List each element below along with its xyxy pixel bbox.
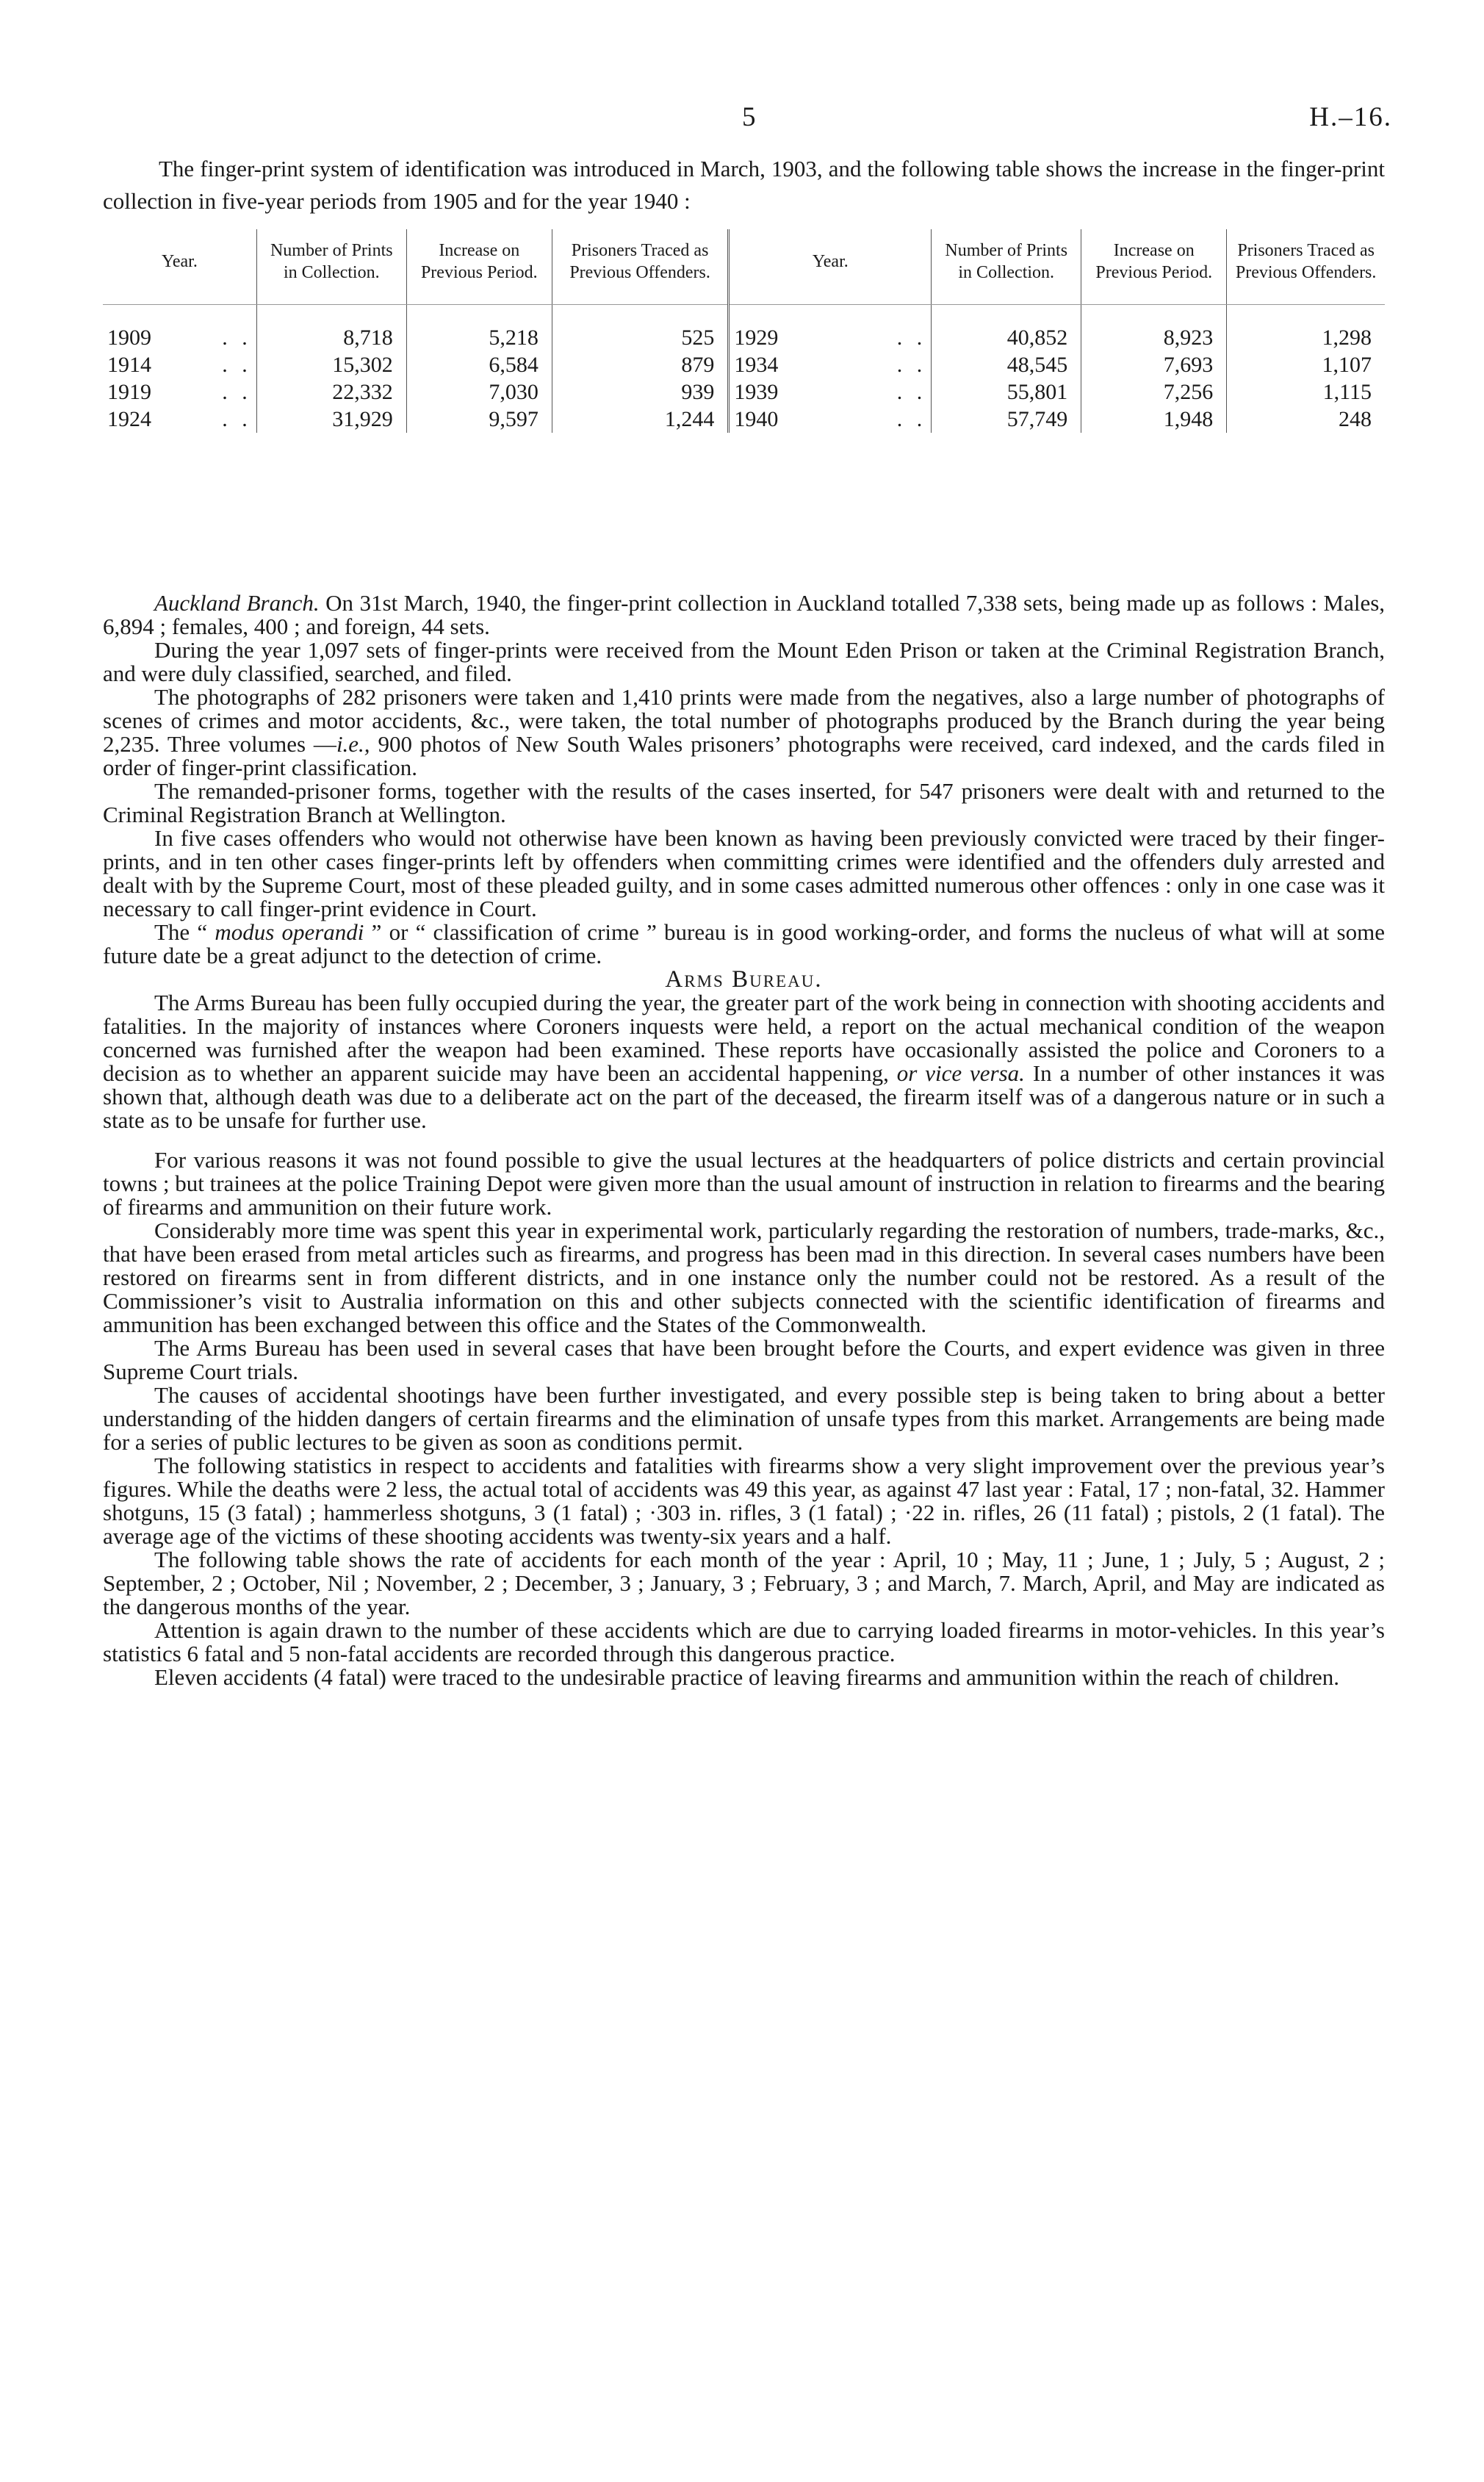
arms-paragraph-6: The following statistics in respect to accidents and fatalities with firearms show a very slight improvement over the previous year’s figures. While the deaths were 2 less, the actual total of accidents was 49 this year, as against 47 last year : Fatal, 17 ; non-fatal, 32. Hammer shotguns, 15 (3 fatal) ; hammerless shotguns, 3 (1 fatal) ; ·303 in. rifles, 3 (1 fatal) ; ·22 in. rifles, 26 (11 fatal) ; pistols, 2 (1 fatal). The average age of the victims of these shooting accidents was twenty-six years and a half.	[103, 1453, 1385, 1549]
auckland-paragraph-5: In five cases offenders who would not otherwise have been known as having been previously convicted were traced by their finger-prints, and in ten other cases finger-prints left by offenders when committing crimes were identified and the offenders duly arrested and dealt with by the Supreme Court, most of these pleaded guilty, and in some cases admitted numerous other offences : only in one case was it necessary to call finger-print evidence in Court.	[103, 825, 1385, 921]
arms-paragraph-1: The Arms Bureau has been fully occupied during the year, the greater part of the work being in connection with shooting accidents and fatalities. In the majority of instances where Coroners inquests were held, a report on the actual mechanical condition of the weapon concerned was furnished after the weapon had been examined. These reports have occasionally assisted the police and Coroners to a decision as to whether an apparent suicide may have been an accidental happening, or vice versa. In a number of other instances it was shown that, although death was due to a deliberate act on the part of the deceased, the firearm itself was of a dangerous nature or in such a state as to be unsafe for further use.	[103, 990, 1385, 1133]
arms-paragraph-5: The causes of accidental shootings have been further investigated, and every possible step is being taken to bring about a better understanding of the hidden dangers of certain firearms and the elimination of unsafe types from this market. Arrangements are being made for a series of public lectures to be given as soon as conditions permit.	[103, 1382, 1385, 1455]
section-heading-arms-bureau: Arms Bureau.	[665, 966, 823, 993]
arms-paragraph-4: The Arms Bureau has been used in several cases that have been brought before the Courts, and expert evidence was given in three Supreme Court trials.	[103, 1335, 1385, 1384]
auckland-paragraph-2: During the year 1,097 sets of finger-prints were received from the Mount Eden Prison or taken at the Criminal Registration Branch, and were duly classified, searched, and filed.	[103, 637, 1385, 686]
document-reference: H.–16.	[1309, 102, 1392, 132]
col-prints: Number of Prints in Collection.	[256, 229, 406, 305]
arms-paragraph-3: Considerably more time was spent this year in experimental work, particularly regarding the restoration of numbers, trade-marks, &c., that have been erased from metal articles such as firearms, and progress has been mad in this direction. In several cases numbers have been restored on firearms sent in from different districts, and in one instance only the number could not be restored. As a result of the Commissioner’s visit to Australia information on this and other subjects connected with the scientific identification of firearms and ammunition has been exchanged between this office and the States of the Commonwealth.	[103, 1217, 1385, 1337]
intro-paragraph: The finger-print system of identification was introduced in March, 1903, and the following table shows the increase in the finger-print collection in five-year periods from 1905 and for the year 1940 :	[103, 156, 1385, 214]
auckland-paragraph-4: The remanded-prisoner forms, together with the results of the cases inserted, for 547 prisoners were dealt with and returned to the Criminal Registration Branch at Wellington.	[103, 778, 1385, 827]
col-traced: Prisoners Traced as Previous Offenders.	[552, 229, 729, 305]
table-row: 1919 . . 22,332 7,030 939 1939 . . 55,801 7,256 1,115	[103, 378, 1385, 406]
arms-paragraph-7: The following table shows the rate of accidents for each month of the year : April, 10 ; May, 11 ; June, 1 ; July, 5 ; August, 2 ; September, 2 ; October, Nil ; November, 2 ; December, 3 ; January, 3 ; February, 3 ; and March, 7. March, April, and May are indicated as the dangerous months of the year.	[103, 1547, 1385, 1619]
body-text	[103, 591, 1385, 1689]
auckland-paragraph-3: The photographs of 282 prisoners were taken and 1,410 prints were made from the negatives, also a large number of photographs of scenes of crimes and motor accidents, &c., were taken, the total number of photographs produced by the Branch during the year being 2,235. Three volumes —i.e., 900 photos of New South Wales prisoners’ photographs were received, card indexed, and the cards filed in order of finger-print classification.	[103, 684, 1385, 780]
table-row: 1914 . . 15,302 6,584 879 1934 . . 48,545 7,693 1,107	[103, 351, 1385, 378]
table-row: 1909 . . 8,718 5,218 525 1929 . . 40,852 8,923 1,298	[103, 305, 1385, 352]
col-year: Year.	[103, 229, 256, 305]
page-number: 5	[742, 102, 756, 132]
col-prints-2: Number of Prints in Collection.	[932, 229, 1081, 305]
col-increase-2: Increase on Previous Period.	[1081, 229, 1227, 305]
fingerprint-table	[103, 229, 1385, 433]
col-increase: Increase on Previous Period.	[406, 229, 552, 305]
arms-paragraph-2: For various reasons it was not found possible to give the usual lectures at the headquarters of police districts and certain provincial towns ; but trainees at the police Training Depot were given more than the usual amount of instruction in relation to firearms and the bearing of firearms and ammunition on their future work.	[103, 1147, 1385, 1220]
arms-paragraph-8: Attention is again drawn to the number of these accidents which are due to carrying loaded firearms in motor-vehicles. In this year’s statistics 6 fatal and 5 non-fatal accidents are recorded through this dangerous practice.	[103, 1617, 1385, 1666]
auckland-paragraph-6: The “ modus operandi ” or “ classification of crime ” bureau is in good working-order, and forms the nucleus of what will at some future date be a great adjunct to the detection of crime.	[103, 919, 1385, 968]
auckland-paragraph-1: Auckland Branch. On 31st March, 1940, the finger-print collection in Auckland totalled 7,338 sets, being made up as follows : Males, 6,894 ; females, 400 ; and foreign, 44 sets.	[103, 590, 1386, 639]
col-year-2: Year.	[729, 229, 932, 305]
section-label-auckland: Auckland Branch.	[154, 590, 320, 616]
table-row: 1924 . . 31,929 9,597 1,244 1940 . . 57,749 1,948 248	[103, 406, 1385, 433]
table-header-row	[103, 229, 1385, 305]
col-traced-2: Prisoners Traced as Previous Offenders.	[1227, 229, 1385, 305]
arms-paragraph-9: Eleven accidents (4 fatal) were traced to the undesirable practice of leaving firearms and ammunition within the reach of children.	[154, 1664, 1340, 1690]
